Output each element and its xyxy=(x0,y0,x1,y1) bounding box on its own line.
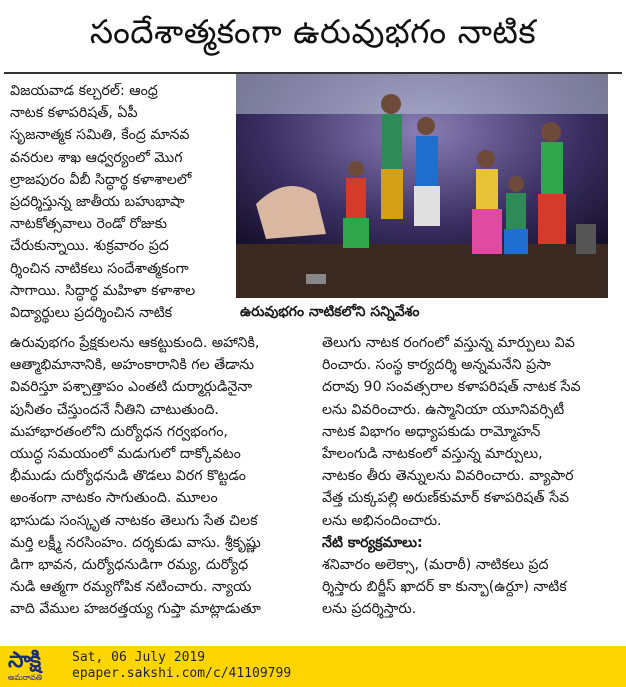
article-column-top-left xyxy=(10,80,233,324)
text-line: అంశంగా నాటకం సాగుతుంది. మూలం xyxy=(10,490,218,507)
text-line: డిగా భావన, దుర్యోధనుడిగా రమ్య, దుర్యోధ xyxy=(10,556,249,573)
text-line: ప్రదర్శిస్తున్న జాతీయ బహుభాషా xyxy=(10,193,185,210)
article-column-bottom-right xyxy=(322,332,618,620)
text-line: మహాభారతంలోని దుర్యోధన గర్వభంగం, xyxy=(10,423,228,440)
text-line: నుడి ఆత్మగా రమ్యగోపిక నటించారు. న్యాయ xyxy=(10,579,252,596)
footer-meta xyxy=(72,650,291,682)
text-line: భీముడు దుర్యోధనుడి తొడలు విరగ కొట్టడం xyxy=(10,468,247,485)
headline: సందేశాత్మకంగా ఉరువుభగం నాటిక xyxy=(89,11,537,51)
text-line: ఉరువుభగం ప్రేక్షకులను ఆకట్టుకుంది. అహానికి, xyxy=(10,335,260,351)
text-line: శనివారం అలెక్సా, (మరాఠీ) నాటికలు ప్రద xyxy=(322,556,549,573)
sakshi-logo xyxy=(8,649,64,683)
text-line: వేత్త చుక్కపల్లి అరుణ్‌కుమార్ కళాపరిషత్ సేవ xyxy=(322,490,570,507)
right-paragraph-programs xyxy=(322,554,618,621)
epaper-url[interactable]: epaper.sakshi.com/c/41109799 xyxy=(72,666,292,681)
text-line: పునీతం చేస్తుందనే నీతిని చాటుతుంది. xyxy=(10,401,219,418)
text-line: విద్యార్థులు ప్రదర్శించిన నాటిక xyxy=(10,304,173,321)
logo-edition: అమరావతి xyxy=(8,673,43,682)
text-line: భాసుడు సంస్కృత నాటకం తెలుగు సేత చిలక xyxy=(10,512,258,529)
text-line: లను అభినందించారు. xyxy=(322,512,442,529)
article-column-bottom-left xyxy=(10,332,316,620)
text-line: నాటకోత్సవాలు రెండో రోజుకు xyxy=(10,216,168,233)
text-line: ర్శిస్తారు బిర్జీస్ ఖాదర్ కా కున్బా(ఉర్దూ) నాటిక xyxy=(322,579,567,596)
text-line: ల్రాజపురం వీబీ సిద్ధార్థ కళాశాలలో xyxy=(10,171,192,188)
text-line: తెలుగు నాటక రంగంలో వస్తున్న మార్పులు వివ xyxy=(322,335,575,351)
stage-scene-illustration xyxy=(236,74,608,298)
text-line: సాగాయి. సిద్ధార్థ మహిళా కళాశాల xyxy=(10,282,196,299)
photo-caption: ఉరువుభగం నాటికలోని సన్నివేశం xyxy=(240,304,420,320)
text-line: లను వివరించారు. ఉస్మానియా యూనివర్సిటీ xyxy=(322,401,565,418)
logo-mark: సాక్షి xyxy=(8,648,41,673)
text-line: హేలంగుడి నాటకంలో వస్తున్న మార్పులు, xyxy=(322,445,543,462)
subhead-todays-programs: నేటి కార్యక్రమాలు: xyxy=(322,534,423,551)
text-line: నాటక కళాపరిషత్, ఏపీ xyxy=(10,105,138,122)
right-paragraph xyxy=(322,332,618,532)
text-line: ర్శించిన నాటికలు సందేశాత్మకంగా xyxy=(10,260,189,277)
text-line: విజయవాడ కల్చరల్: ఆంధ్ర xyxy=(10,83,158,99)
text-line: సృజనాత్మక సమితి, కేంద్ర మానవ xyxy=(10,127,190,144)
text-line: వివరిస్తూ పశ్చాత్తాపం ఎంతటి దుర్మార్గుడినైనా xyxy=(10,379,253,396)
text-line: చేరుకున్నాయి. శుక్రవారం ప్రద xyxy=(10,238,169,255)
text-line: రించారు. సంస్థ కార్యదర్శి అన్నమనేని ప్రసా xyxy=(322,357,551,374)
text-line: ఆత్మాభిమానానికి, అహంకారానికి గల తేడాను xyxy=(10,357,255,374)
text-line: వాది వేముల హజరత్తయ్య గుప్తా మాట్లాడుతూ xyxy=(10,601,261,618)
text-line: నాటకం తీరు తెన్నులను వివరించారు. వ్యాపార xyxy=(322,468,574,485)
footer-bar xyxy=(0,646,626,687)
text-line: నాటక విభాగం అధ్యాపకుడు రామ్మోహన్ xyxy=(322,423,541,440)
text-line: లను ప్రదర్శిస్తారు. xyxy=(322,601,417,618)
text-line: వనరుల శాఖ ఆధ్వర్యంలో మొగ xyxy=(10,149,183,166)
stage-photo xyxy=(236,74,608,298)
text-line: యుద్ధ సమయంలో మడుగులో దాక్కోవటం xyxy=(10,445,241,462)
publication-date: Sat, 06 July 2019 xyxy=(72,650,206,665)
text-line: మర్తి లక్ష్మీ నరసింహం. దర్శకుడు వాసు. శ్రీకృష్ణు xyxy=(10,534,261,551)
text-line: దరావు 90 సంవత్సరాల కళాపరిషత్ నాటక సేవ xyxy=(322,379,581,396)
